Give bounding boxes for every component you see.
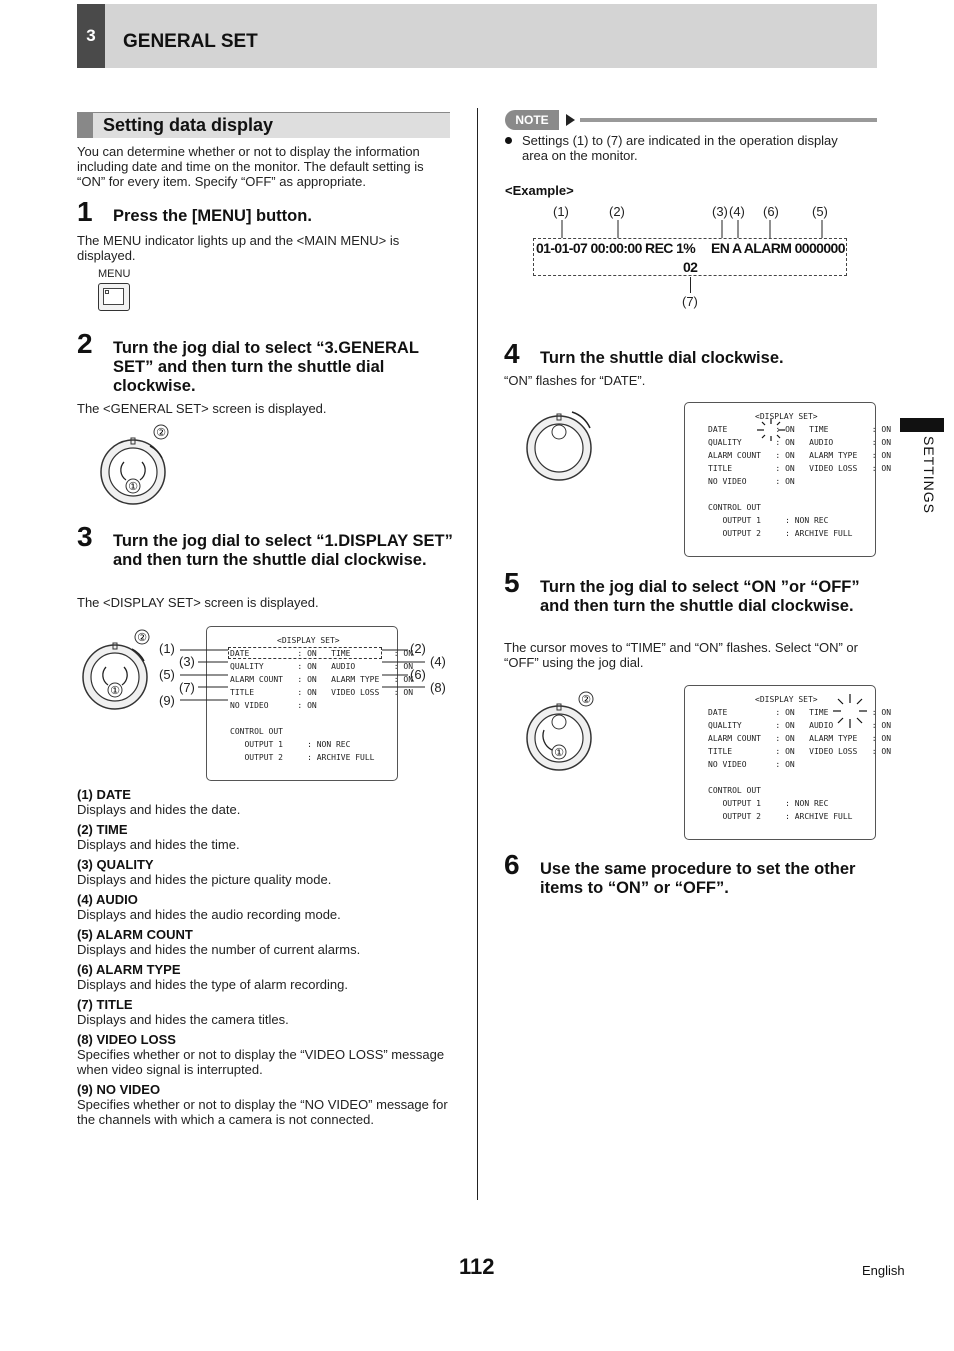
side-tab xyxy=(900,418,944,432)
example-label: <Example> xyxy=(505,183,574,198)
language-label: English xyxy=(862,1263,905,1278)
step-1-desc: The MENU indicator lights up and the <MAIN MENU> is displayed. xyxy=(77,233,400,263)
list-item: (4) AUDIO Displays and hides the audio recording mode. xyxy=(77,892,341,922)
item-list xyxy=(77,787,452,1132)
example-callout-lines xyxy=(550,220,850,240)
display-set-screen: <DISPLAY SET> DATE : ON TIME : ON QUALITY : ON AUDIO : ON ALARM COUNT : ON ALARM TYPE : ON TITLE : ON VIDEO LOSS : ON NO VIDEO : ON CONTROL OUT OUTPUT 1 : NON REC OUTPUT 2 : ARCHIVE FULL xyxy=(684,685,876,840)
step-6-title: Use the same procedure to set the other items to “ON” or “OFF”. xyxy=(540,860,856,897)
side-tab-label: SETTINGS xyxy=(921,436,937,515)
note-rule xyxy=(580,118,877,122)
example-display xyxy=(533,238,847,276)
list-item: (8) VIDEO LOSS Specifies whether or not to display the “VIDEO LOSS” message when video signal is interrupted. xyxy=(77,1032,445,1077)
callout-9: (9) xyxy=(159,693,175,708)
example-line-1b: EN A ALARM 0000000 xyxy=(711,240,845,256)
example-line-1: 01-01-07 00:00:00 REC 1% xyxy=(536,240,696,256)
flash-icon xyxy=(833,694,867,728)
jog-mark: ① xyxy=(128,480,138,493)
jog-shuttle-dial-icon xyxy=(96,422,176,508)
callout-4: (4) xyxy=(430,654,446,669)
list-item: (5) ALARM COUNT Displays and hides the number of current alarms. xyxy=(77,927,361,957)
step-4-desc: “ON” flashes for “DATE”. xyxy=(504,373,646,388)
step-4-title: Turn the shuttle dial clockwise. xyxy=(540,349,784,367)
note-text: Settings (1) to (7) are indicated in the operation display area on the monitor. xyxy=(522,133,838,163)
chapter-title: GENERAL SET xyxy=(123,31,258,52)
note-bullet-icon xyxy=(505,137,512,144)
jog-shuttle-dial-icon xyxy=(78,627,158,713)
callout-8: (8) xyxy=(430,680,446,695)
flash-icon xyxy=(755,419,787,441)
list-item: (2) TIME Displays and hides the time. xyxy=(77,822,240,852)
step-1-number: 1 xyxy=(77,196,93,227)
step-5-title: Turn the jog dial to select “ON ”or “OFF” and then turn the shuttle dial clockwise. xyxy=(540,578,860,615)
note-arrow-icon xyxy=(566,114,575,126)
note-label: NOTE xyxy=(515,113,549,127)
list-item: (6) ALARM TYPE Displays and hides the type of alarm recording. xyxy=(77,962,348,992)
svg-text:①: ① xyxy=(554,746,564,759)
callout-lines xyxy=(150,640,450,715)
menu-button-icon xyxy=(98,283,130,311)
chapter-number-box xyxy=(77,4,105,68)
step-6-number: 6 xyxy=(504,849,520,880)
callout-5: (5) xyxy=(159,667,175,682)
section-title-bar xyxy=(77,112,450,138)
display-set-screen: <DISPLAY SET> DATE : ON TIME : ON QUALITY : ON AUDIO : ON ALARM COUNT : ON ALARM TYPE : ON TITLE : ON VIDEO LOSS : ON NO VIDEO : ON CONTROL OUT OUTPUT 1 : NON REC OUTPUT 2 : ARCHIVE FULL xyxy=(684,402,876,557)
intro-text: You can determine whether or not to display the information including date and time on the monitor. The default setting is “ON” for every item. Specify “OFF” as appropriate. xyxy=(77,144,424,189)
step-2-desc: The <GENERAL SET> screen is displayed. xyxy=(77,401,327,416)
menu-button-label: MENU xyxy=(98,268,131,280)
callout-7: (7) xyxy=(179,680,195,695)
list-item: (7) TITLE Displays and hides the camera titles. xyxy=(77,997,289,1027)
step-5-number: 5 xyxy=(504,567,520,598)
step-3-title: Turn the jog dial to select “1.DISPLAY SET” and then turn the shuttle dial clockwise. xyxy=(113,532,453,569)
list-item: (3) QUALITY Displays and hides the picture quality mode. xyxy=(77,857,332,887)
svg-text:②: ② xyxy=(581,693,591,706)
step-3-desc: The <DISPLAY SET> screen is displayed. xyxy=(77,595,319,610)
display-set-screen: <DISPLAY SET> DATE : ON TIME : ON QUALITY : ON AUDIO : ON ALARM COUNT : ON ALARM TYPE : ON TITLE : ON VIDEO LOSS : ON NO VIDEO : ON CONTROL OUT OUTPUT 1 : NON REC OUTPUT 2 : ARCHIVE FULL xyxy=(206,626,398,781)
callout-2: (2) xyxy=(410,641,426,656)
column-divider xyxy=(477,108,478,1200)
callout-3: (3) xyxy=(179,654,195,669)
svg-text:①: ① xyxy=(110,684,120,697)
example-line-2: 02 xyxy=(683,259,698,275)
jog-shuttle-dial-icon xyxy=(522,688,602,774)
shuttle-mark: ② xyxy=(156,426,166,439)
section-title: Setting data display xyxy=(103,115,274,135)
step-5-desc: The cursor moves to “TIME” and “ON” flashes. Select “ON” or “OFF” using the jog dial. xyxy=(504,640,858,670)
page-number: 112 xyxy=(459,1254,495,1279)
step-3-number: 3 xyxy=(77,521,93,552)
callout-6: (6) xyxy=(410,667,426,682)
step-4-number: 4 xyxy=(504,338,520,369)
step-2-title: Turn the jog dial to select “3.GENERAL SET” and then turn the shuttle dial clockwise. xyxy=(113,339,419,395)
step-1-title: Press the [MENU] button. xyxy=(113,207,312,225)
list-item: (1) DATE Displays and hides the date. xyxy=(77,787,241,817)
list-item: (9) NO VIDEO Specifies whether or not to display the “NO VIDEO” message for the channels with which a camera is not connected. xyxy=(77,1082,448,1127)
svg-text:②: ② xyxy=(137,631,147,644)
step-2-number: 2 xyxy=(77,328,93,359)
chapter-number: 3 xyxy=(86,26,96,45)
shuttle-dial-icon xyxy=(522,404,602,484)
screen-title: <DISPLAY SET> xyxy=(277,636,340,645)
note-badge xyxy=(505,110,559,130)
callout-1: (1) xyxy=(159,641,175,656)
